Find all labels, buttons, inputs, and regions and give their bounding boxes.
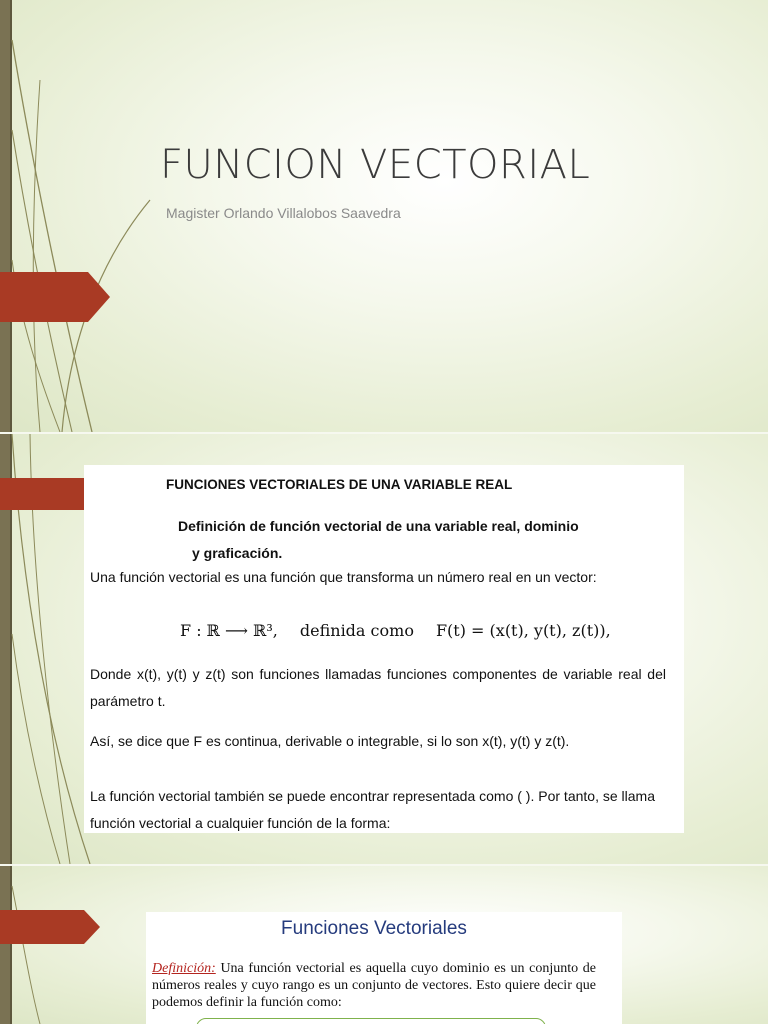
definition-term: Definición:: [152, 961, 216, 976]
document-excerpt-2: [146, 912, 622, 1024]
paragraph-intro: Una función vectorial es una función que transforma un número real en un vector:: [90, 569, 597, 585]
formula-mapping: F : ℝ ⟶ ℝ³,: [180, 621, 278, 640]
definition-heading: [178, 513, 648, 567]
slide-subtitle-text: Magister Orlando Villalobos Saavedra: [166, 205, 401, 221]
accent-arrow-tab: [0, 910, 100, 944]
paragraph-representation: La función vectorial también se puede encontrar representada como ( ). Por tanto, se llama función vectorial a cualquier función de la forma:: [90, 788, 655, 831]
slide-title: [0, 0, 768, 432]
definition-text: Una función vectorial es aquella cuyo dominio es un conjunto de números reales y cuyo rango es un conjunto de vectores. Esto quiere decir que podemos definir la función como:: [152, 961, 596, 1010]
document-excerpt: [84, 465, 684, 833]
paragraph-continuity: Así, se dice que F es continua, derivable o integrable, si lo son x(t), y(t) y z(t).: [90, 733, 570, 749]
definition-line-2: y graficación.: [192, 545, 283, 561]
excerpt-2-title: Funciones Vectoriales: [281, 918, 467, 939]
excerpt-heading: FUNCIONES VECTORIALES DE UNA VARIABLE REAL: [166, 477, 513, 492]
excerpt-2-definition: [152, 960, 596, 1011]
formula-defined-as: definida como: [299, 621, 414, 640]
formula-frame: [196, 1018, 546, 1024]
accent-arrow-tab: [0, 272, 110, 322]
accent-tab: [0, 478, 84, 510]
formula-expression: F(t) = (x(t), y(t), z(t)),: [435, 621, 611, 640]
definition-line-1: Definición de función vectorial de una variable real, dominio: [178, 518, 579, 534]
paragraph-components: Donde x(t), y(t) y z(t) son funciones llamadas funciones componentes de variable real del parámetro t.: [90, 666, 666, 709]
slide-title-text: FUNCION VECTORIAL: [160, 142, 591, 188]
formula: [180, 621, 620, 640]
